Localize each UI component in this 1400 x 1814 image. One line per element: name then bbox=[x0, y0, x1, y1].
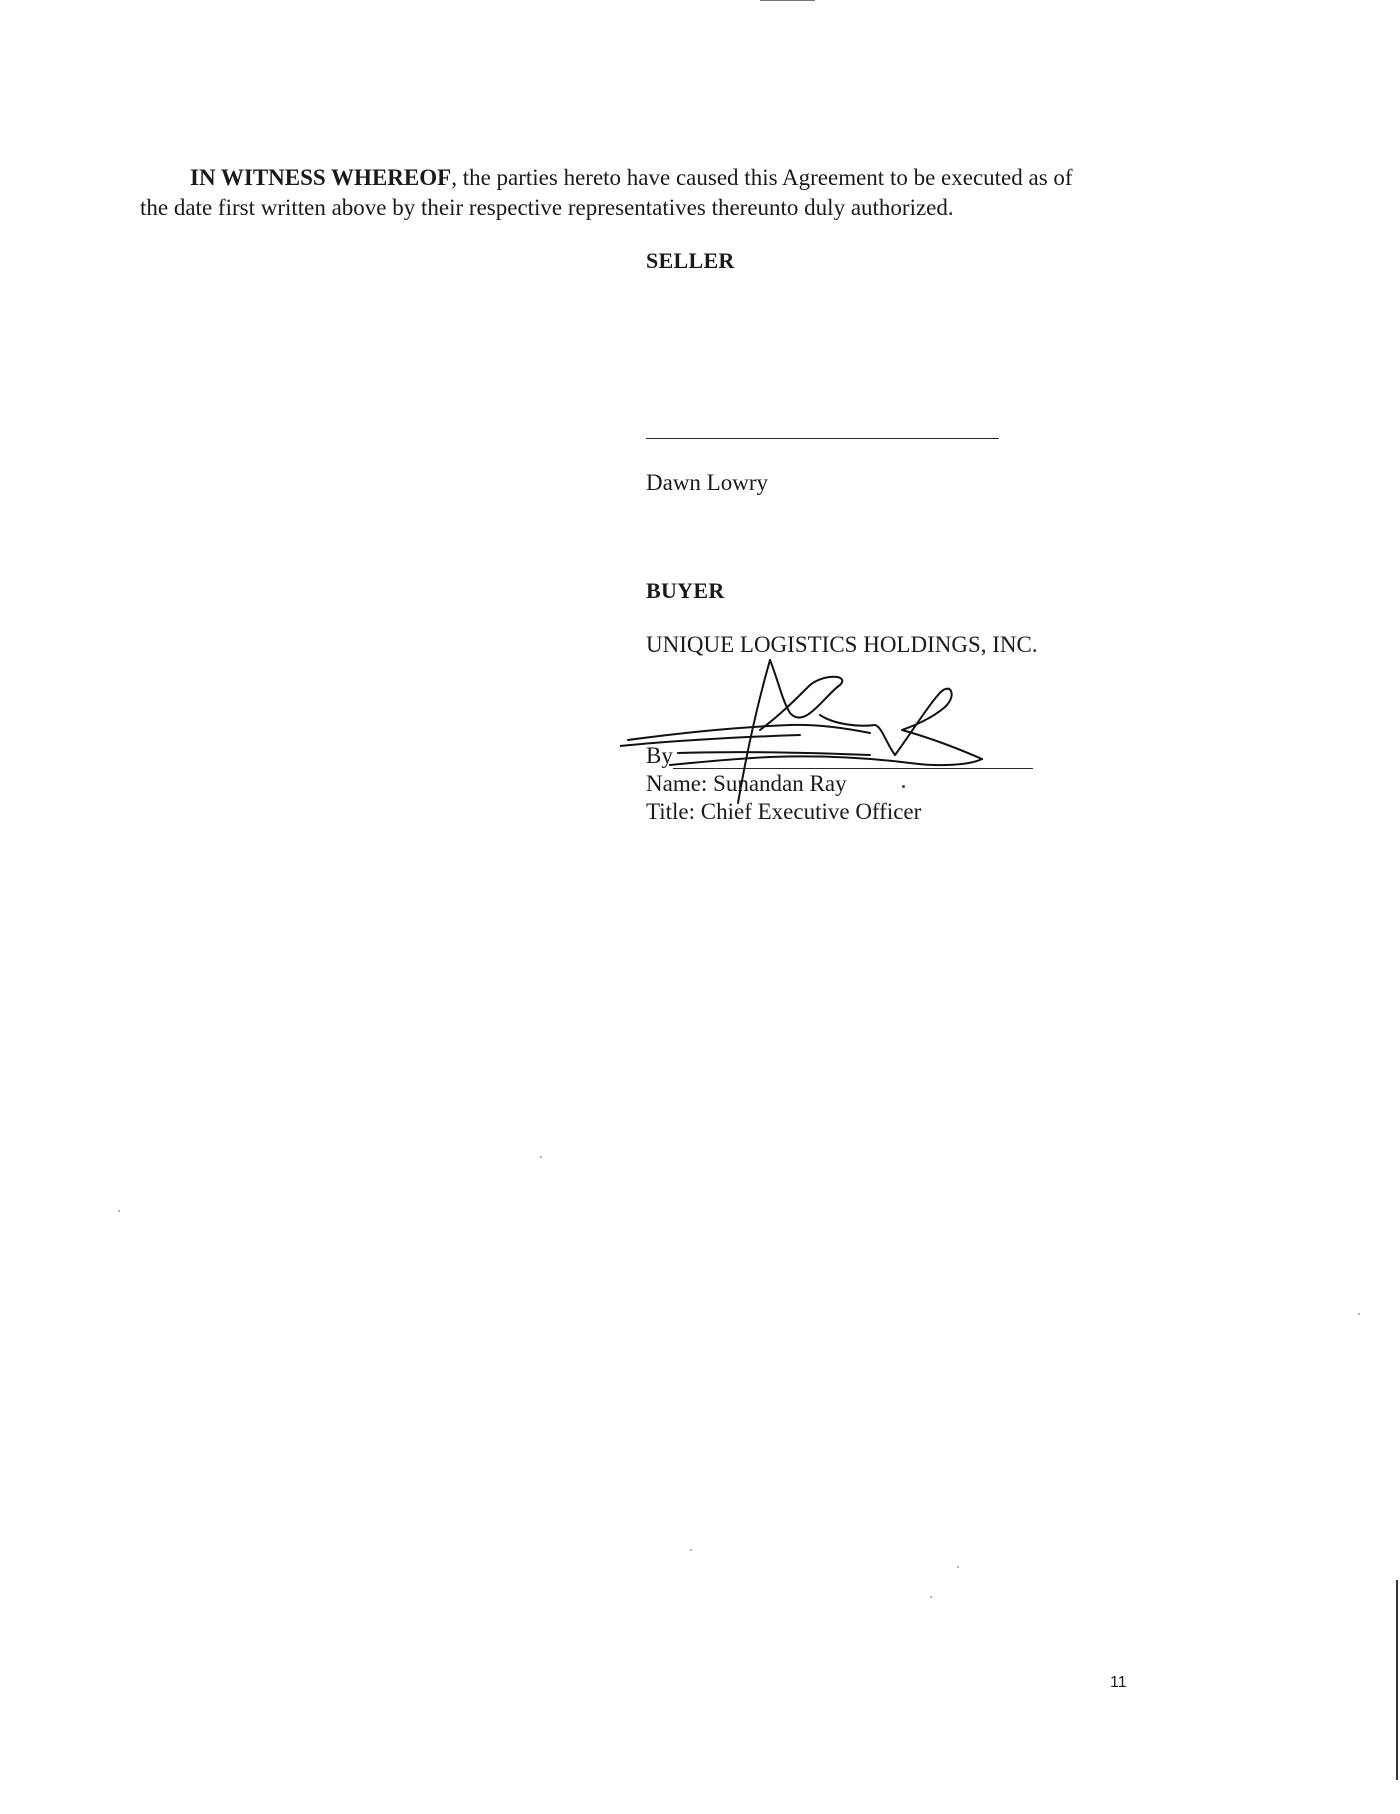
seller-heading: SELLER bbox=[646, 248, 735, 273]
buyer-name: Name: Sunandan Ray bbox=[646, 771, 847, 796]
scan-speck bbox=[902, 785, 905, 788]
scan-edge-mark bbox=[1396, 1580, 1398, 1780]
seller-signature-line bbox=[646, 438, 999, 439]
witness-paragraph bbox=[140, 163, 1150, 223]
scan-speck bbox=[118, 1210, 120, 1212]
page-number: 11 bbox=[1110, 1674, 1127, 1691]
buyer-heading: BUYER bbox=[646, 578, 725, 603]
scan-speck bbox=[957, 1566, 959, 1568]
scan-speck bbox=[930, 1596, 932, 1598]
scan-speck bbox=[540, 1156, 542, 1158]
buyer-company: UNIQUE LOGISTICS HOLDINGS, INC. bbox=[646, 632, 1038, 657]
witness-line-1 bbox=[140, 163, 1150, 193]
handwritten-signature bbox=[620, 655, 1000, 815]
scan-speck bbox=[690, 1549, 692, 1551]
buyer-by-label: By bbox=[646, 743, 673, 768]
scan-edge-mark bbox=[760, 0, 815, 1]
buyer-title: Title: Chief Executive Officer bbox=[646, 799, 922, 824]
seller-name: Dawn Lowry bbox=[646, 470, 768, 495]
scan-speck bbox=[1358, 1313, 1360, 1315]
witness-line-1-text: , the parties hereto have caused this Agreement to be executed as of bbox=[451, 165, 1073, 190]
witness-lead: IN WITNESS WHEREOF bbox=[190, 165, 452, 190]
witness-line-2: the date first written above by their respective representatives thereunto duly authorized. bbox=[140, 195, 954, 220]
